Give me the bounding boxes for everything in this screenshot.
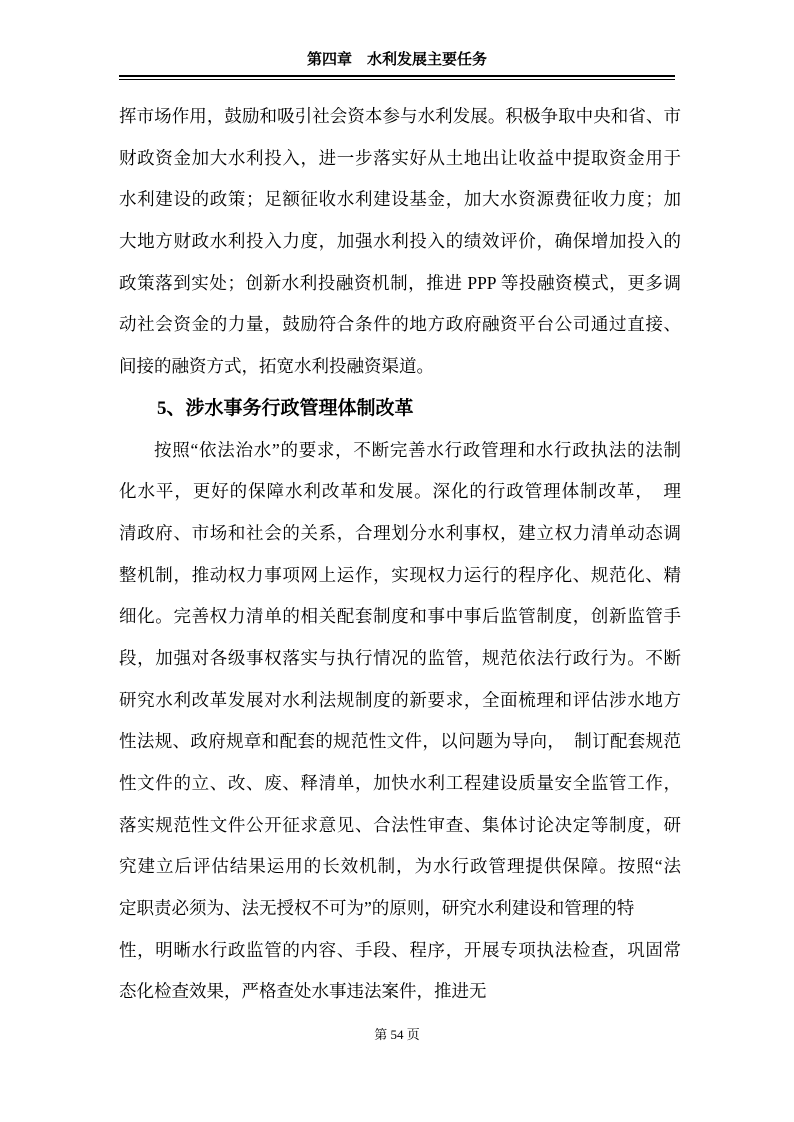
- text-line: 究建立后评估结果运用的长效机制，为水行政管理提供保障。按照“法: [119, 856, 681, 877]
- text-line: 动社会资金的力量，鼓励符合条件的地方政府融资平台公司通过直接、: [119, 314, 681, 335]
- page-footer: [0, 1026, 794, 1044]
- page-header: [119, 0, 675, 80]
- text-line: 水利建设的政策；足额征收水利建设基金，加大水资源费征收力度；加: [119, 189, 681, 210]
- text-line: 按照“依法治水”的要求，不断完善水行政管理和水行政执法的法制: [154, 439, 681, 460]
- text-line: 段，加强对各级事权落实与执行情况的监管，规范依法行政行为。不断: [119, 647, 681, 668]
- text-line: 整机制，推动权力事项网上运作，实现权力运行的程序化、规范化、精: [119, 564, 681, 585]
- text-line: 化水平，更好的保障水利改革和发展。深化的行政管理体制改革， 理: [119, 481, 681, 502]
- text-line: 间接的融资方式，拓宽水利投融资渠道。: [119, 356, 434, 377]
- text-line: 性文件的立、改、废、释清单，加快水利工程建设质量安全监管工作，: [119, 773, 681, 793]
- text-line: 落实规范性文件公开征求意见、合法性审查、集体讨论决定等制度，研: [119, 814, 681, 835]
- text-line: 大地方财政水利投入力度，加强水利投入的绩效评价，确保增加投入的: [119, 231, 681, 252]
- document-body: [119, 96, 681, 1013]
- chapter-title: 第四章 水利发展主要任务: [306, 52, 487, 68]
- text-line: 定职责必须为、法无授权不可为”的原则，研究水利建设和管理的特: [119, 898, 635, 919]
- text-line: 研究水利改革发展对水利法规制度的新要求，全面梳理和评估涉水地方: [119, 689, 681, 710]
- text-line: 政策落到实处；创新水利投融资机制，推进 PPP 等投融资模式，更多调: [119, 272, 681, 293]
- text-line: 性法规、政府规章和配套的规范性文件，以问题为导向， 制订配套规范: [119, 731, 681, 752]
- paragraph-continuation: [119, 96, 681, 388]
- text-line: 细化。完善权力清单的相关配套制度和事中事后监管制度，创新监管手: [119, 606, 681, 627]
- page-number: 第 54 页: [374, 1027, 420, 1042]
- text-line: 清政府、市场和社会的关系，合理划分水利事权，建立权力清单动态调: [119, 522, 681, 543]
- paragraph: [119, 430, 681, 1014]
- text-line: 性，明晰水行政监管的内容、手段、程序，开展专项执法检查，巩固常: [119, 939, 681, 960]
- text-line: 态化检查效果，严格查处水事违法案件，推进无: [119, 981, 487, 1002]
- text-line: 挥市场作用，鼓励和吸引社会资本参与水利发展。积极争取中央和省、市: [119, 106, 681, 126]
- text-line: 财政资金加大水利投入，进一步落实好从土地出让收益中提取资金用于: [119, 147, 681, 168]
- header-double-rule: [119, 75, 675, 80]
- section-heading: 5、涉水事务行政管理体制改革: [157, 397, 414, 419]
